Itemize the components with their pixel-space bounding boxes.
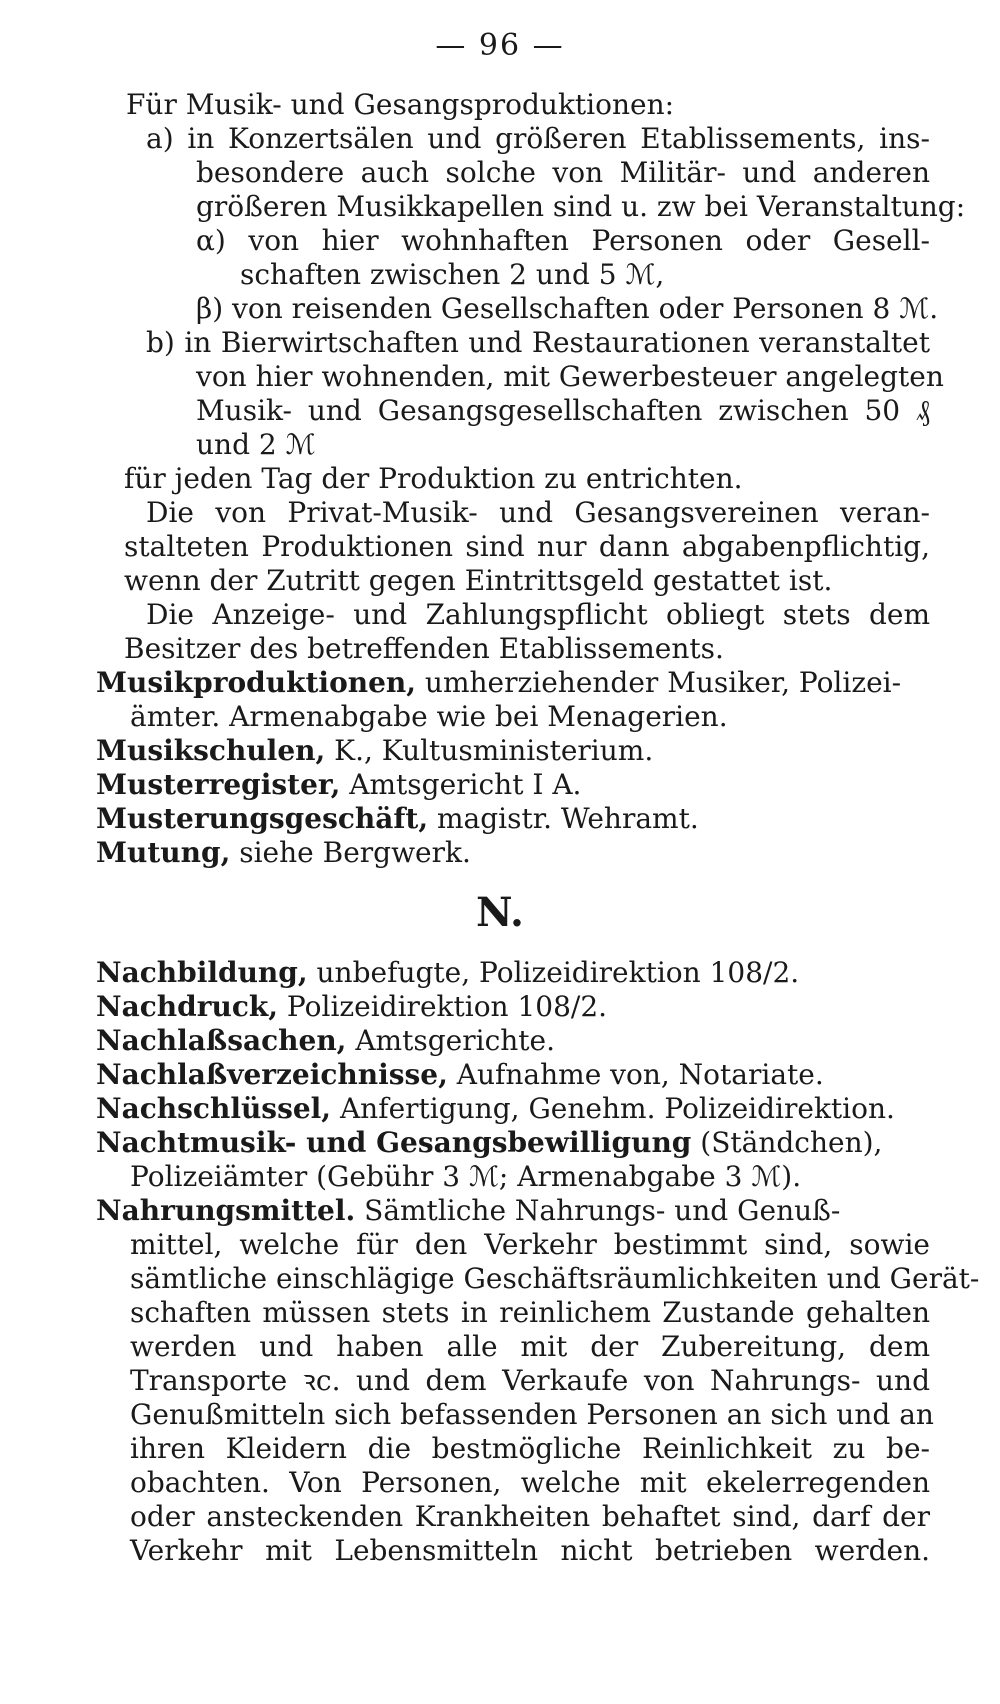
entry-text: ämter. Armenabgabe wie bei Menagerien.	[130, 700, 728, 733]
text-line: für jeden Tag der Produktion zu entrichten.	[124, 462, 743, 495]
text-line: besondere auch solche von Militär- und anderen	[196, 156, 930, 189]
page-number: — 96 —	[435, 28, 565, 63]
entry-term: Nachtmusik- und Gesangsbewilligung	[96, 1126, 692, 1159]
index-entry-continued	[0, 1160, 1000, 1194]
text-line: und 2 ℳ	[196, 428, 316, 461]
entry-text: Aufnahme von, Notariate.	[447, 1058, 824, 1091]
index-entry	[0, 734, 1000, 768]
text-line: werden und haben alle mit der Zubereitung, dem	[130, 1330, 930, 1363]
text-line: Die von Privat-Musik- und Gesangsvereinen veran-	[146, 496, 930, 529]
text-line: β) von reisenden Gesellschaften oder Personen 8 ℳ.	[196, 292, 939, 325]
entry-text: unbefugte, Polizeidirektion 108/2.	[307, 956, 800, 989]
text-body	[0, 88, 1000, 1568]
index-entry	[0, 1024, 1000, 1058]
text-line: schaften zwischen 2 und 5 ℳ,	[240, 258, 665, 291]
section-heading: N.	[476, 889, 524, 936]
entry-term: Musikschulen,	[96, 734, 326, 767]
entry-text: (Ständchen),	[691, 1126, 883, 1159]
index-entry-continued	[0, 700, 1000, 734]
entry-text: Polizeidirektion 108/2.	[278, 990, 608, 1023]
text-line: größeren Musikkapellen sind u. zw bei Veranstaltung:	[196, 190, 966, 223]
text-line: b) in Bierwirtschaften und Restaurationen veranstaltet	[146, 326, 930, 359]
text-line: a) in Konzertsälen und größeren Etablissements, ins-	[146, 122, 930, 155]
index-entry	[0, 802, 1000, 836]
text-line: Die Anzeige- und Zahlungspflicht obliegt stets dem	[146, 598, 930, 631]
entry-term: Nahrungsmittel.	[96, 1194, 356, 1227]
entry-term: Nachlaßsachen,	[96, 1024, 347, 1057]
text-line: α) von hier wohnhaften Personen oder Gesell-	[196, 224, 930, 257]
entry-text: magistr. Wehramt.	[428, 802, 699, 835]
index-entry	[0, 1092, 1000, 1126]
entry-text: Polizeiämter (Gebühr 3 ℳ; Armenabgabe 3 ℳ).	[130, 1160, 802, 1193]
entry-text: Sämtliche Nahrungs- und Genuß-	[355, 1194, 841, 1227]
index-entry	[0, 1126, 1000, 1160]
text-line: wenn der Zutritt gegen Eintrittsgeld gestattet ist.	[124, 564, 833, 597]
entry-term: Musterungsgeschäft,	[96, 802, 429, 835]
entry-term: Nachbildung,	[96, 956, 308, 989]
entry-term: Nachlaßverzeichnisse,	[96, 1058, 448, 1091]
index-entry	[0, 1058, 1000, 1092]
index-entry	[0, 836, 1000, 870]
text-line: Verkehr mit Lebensmitteln nicht betrieben werden.	[130, 1534, 930, 1567]
entry-text: K., Kultusministerium.	[325, 734, 654, 767]
entry-text: Amtsgerichte.	[346, 1024, 556, 1057]
index-entry	[0, 956, 1000, 990]
text-line: ihren Kleidern die bestmögliche Reinlichkeit zu be-	[130, 1432, 930, 1465]
index-entry	[0, 1194, 1000, 1228]
index-entry	[0, 990, 1000, 1024]
text-line: oder ansteckenden Krankheiten behaftet sind, darf der	[130, 1500, 930, 1533]
text-line: Transporte ꝛc. und dem Verkaufe von Nahrungs- und	[130, 1364, 930, 1397]
text-line: sämtliche einschlägige Geschäftsräumlichkeiten und Gerät-	[130, 1262, 980, 1295]
text-line: Besitzer des betreffenden Etablissements.	[124, 632, 724, 665]
text-line: mittel, welche für den Verkehr bestimmt sind, sowie	[130, 1228, 930, 1261]
entry-text: Amtsgericht I A.	[340, 768, 582, 801]
entry-term: Nachdruck,	[96, 990, 279, 1023]
index-entry	[0, 666, 1000, 700]
entry-term: Musterregister,	[96, 768, 341, 801]
entry-text: siehe Bergwerk.	[230, 836, 471, 869]
entry-term: Musikproduktionen,	[96, 666, 417, 699]
text-line: schaften müssen stets in reinlichem Zustande gehalten	[130, 1296, 930, 1329]
entry-text: umherziehender Musiker, Polizei-	[416, 666, 902, 699]
entry-term: Mutung,	[96, 836, 231, 869]
text-line: stalteten Produktionen sind nur dann abgabenpflichtig,	[124, 530, 930, 563]
text-line: von hier wohnenden, mit Gewerbesteuer angelegten	[196, 360, 944, 393]
text-line: obachten. Von Personen, welche mit ekelerregenden	[130, 1466, 930, 1499]
text-line: Für Musik- und Gesangsproduktionen:	[126, 88, 675, 121]
text-line: Genußmitteln sich befassenden Personen an sich und an	[130, 1398, 934, 1431]
text-line: Musik- und Gesangsgesellschaften zwischen 50 ₰	[196, 394, 930, 427]
index-entry	[0, 768, 1000, 802]
entry-text: Anfertigung, Genehm. Polizeidirektion.	[331, 1092, 895, 1125]
entry-term: Nachschlüssel,	[96, 1092, 332, 1125]
